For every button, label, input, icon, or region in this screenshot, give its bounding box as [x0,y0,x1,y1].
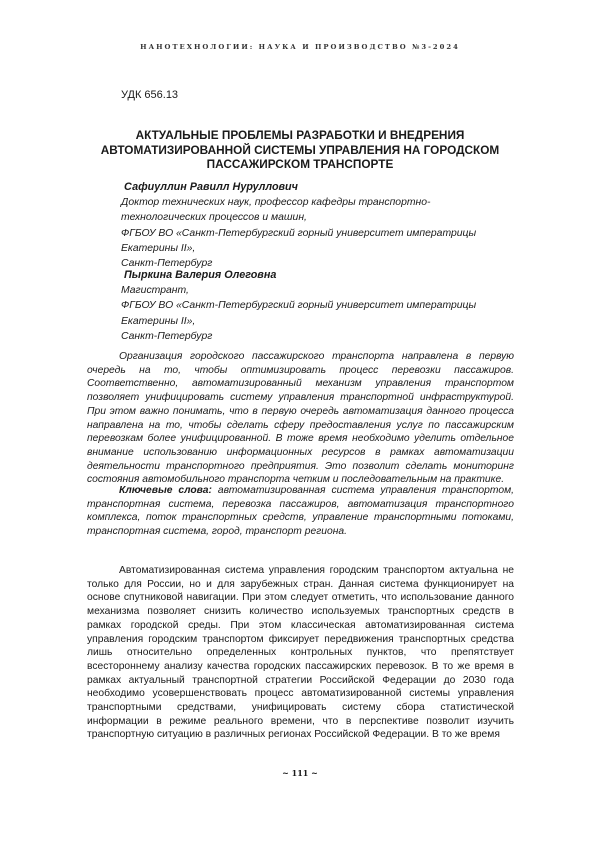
body-paragraph: Автоматизированная система управления городским транспортом актуальна не только для России, но и для зарубежных стран. Данная система функционирует на основе спутниковой навигации. При этом следует отметить, что использование данного механизма позволяет снизить количество используемых транспортных средств в рамках городской среды. При этом классическая автоматизированная система управления городским транспортом фиксирует передвижения транспортных средства лишь относительно определенных контрольных пунктов, что препятствует всестороннему анализу качества городских пассажирских перевозок. В то же время в рамках актуальный транспортной стратегии Российской Федерации до 2030 года необходимо усовершенствовать процесс автоматизированной системы управления транспортными средствами, унифицировать систему сбора статистической информации в режиме реального времени, что в перспективе позволит изучить транспортную ситуацию в различных регионах Российской Федерации. В то же время [87,565,514,741]
author-block [121,180,476,271]
page-number: ~ 111 ~ [282,768,318,778]
keywords-label: Ключевые слова: [119,485,212,496]
affiliation-line: ФГБОУ ВО «Санкт-Петербургский горный университет императрицы [121,227,477,239]
author-name: Сафиуллин Равилл Нуруллович [124,181,298,193]
affiliation-line: Санкт-Петербург [121,330,213,342]
author-affiliation [121,195,476,271]
keywords [87,484,514,539]
author-name: Пыркина Валерия Олеговна [124,269,277,281]
article-title [80,128,520,172]
abstract: Организация городского пассажирского транспорта направлена в первую очередь на то, чтобы оптимизировать процесс перевозки пассажиров. Соответственно, автоматизированный механизм управления транспортом позволяет унифицировать систему управления транспортной инфраструктурой. При этом важно понимать, что в первую очередь автоматизация данного процесса направлена на то, чтобы сделать сферу предоставления услуг по пассажирским перевозкам более унифицированной. В тоже время необходимо уделить отдельное внимание использованию информационных ресурсов в рамках автоматизации деятельности транспортного предприятия. Это позволит сделать мониторинг состояния автомобильного транспорта четким и последовательным на практике. [87,351,514,486]
affiliation-line: ФГБОУ ВО «Санкт-Петербургский горный университет императрицы [121,300,477,312]
title-line: АВТОМАТИЗИРОВАННОЙ СИСТЕМЫ УПРАВЛЕНИЯ НА ГОРОДСКОМ [100,142,500,157]
keywords-text: автоматизированная система управления транспортом, транспортная система, перевозка пассажиров, автоматизация транспортного комплекса, поток транспортных средств, управление транспортными потоками, транспортная система, город, транспорт региона. [87,485,514,538]
affiliation-line: Магистрант, [121,285,189,297]
affiliation-line: Екатерины II», [121,315,196,327]
author-block [121,268,476,344]
title-line: ПАССАЖИРСКОМ ТРАНСПОРТЕ [206,157,394,171]
affiliation-line: Екатерины II», [121,242,196,254]
title-line: АКТУАЛЬНЫЕ ПРОБЛЕМЫ РАЗРАБОТКИ И ВНЕДРЕНИЯ [135,128,465,142]
affiliation-line: Санкт-Петербург [121,258,213,270]
running-header: НАНОТЕХНОЛОГИИ: НАУКА И ПРОИЗВОДСТВО №3-2024 [140,43,460,51]
udk-code: УДК 656.13 [121,89,179,101]
author-affiliation [121,283,476,344]
affiliation-line: технологических процессов и машин, [121,212,307,224]
affiliation-line: Доктор технических наук, профессор кафедры транспортно- [121,197,431,209]
